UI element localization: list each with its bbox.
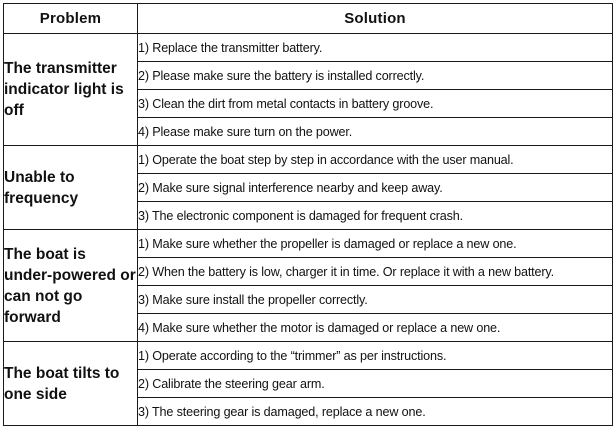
solution-cell: 1) Replace the transmitter battery. [138,34,613,62]
solution-cell: 1) Operate according to the “trimmer” as per instructions. [138,342,613,370]
solution-cell: 4) Make sure whether the motor is damaged or replace a new one. [138,314,613,342]
solution-cell: 2) Make sure signal interference nearby and keep away. [138,174,613,202]
problem-cell: The transmitter indicator light is off [4,34,138,146]
problem-cell: Unable to frequency [4,146,138,230]
table-row [4,342,613,370]
solution-cell: 2) Calibrate the steering gear arm. [138,370,613,398]
solution-cell: 4) Please make sure turn on the power. [138,118,613,146]
solution-cell: 3) Make sure install the propeller correctly. [138,286,613,314]
solution-header: Solution [138,4,613,34]
solution-cell: 1) Make sure whether the propeller is damaged or replace a new one. [138,230,613,258]
table-row [4,146,613,174]
solution-cell: 3) The electronic component is damaged for frequent crash. [138,202,613,230]
header-row [4,4,613,34]
solution-cell: 3) Clean the dirt from metal contacts in battery groove. [138,90,613,118]
problem-cell: The boat is under-powered or can not go forward [4,230,138,342]
problem-cell: The boat tilts to one side [4,342,138,426]
table-row [4,230,613,258]
table-row [4,34,613,62]
solution-cell: 2) When the battery is low, charger it in time. Or replace it with a new battery. [138,258,613,286]
solution-cell: 1) Operate the boat step by step in accordance with the user manual. [138,146,613,174]
problem-header: Problem [4,4,138,34]
solution-cell: 2) Please make sure the battery is installed correctly. [138,62,613,90]
solution-cell: 3) The steering gear is damaged, replace a new one. [138,398,613,426]
troubleshooting-table [3,3,613,426]
